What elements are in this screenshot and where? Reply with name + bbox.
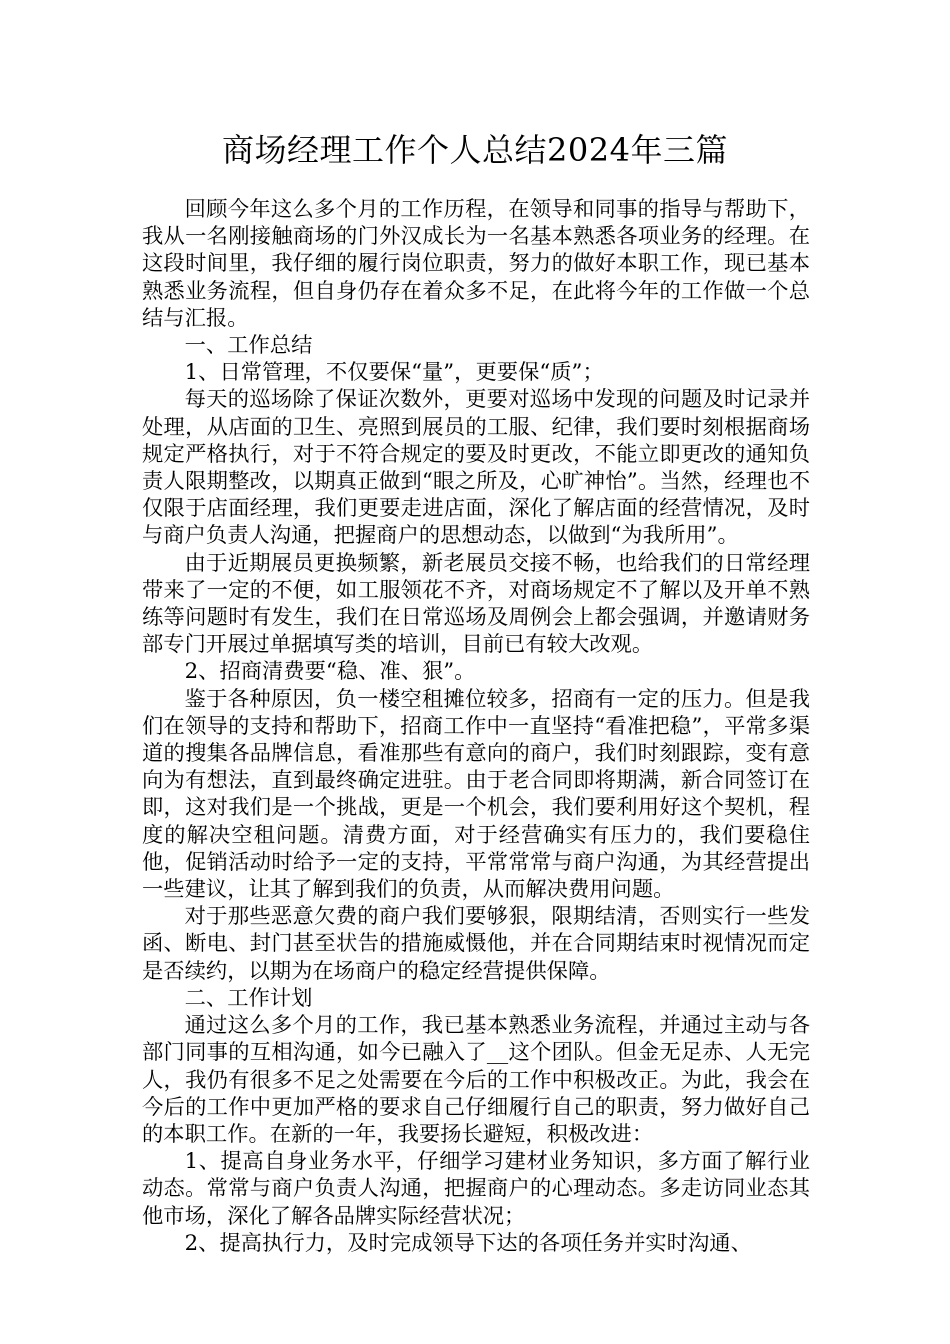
document-body <box>142 196 810 1257</box>
subheading-leasing-fees: 2、招商清费要“稳、准、狠”。 <box>184 659 476 685</box>
paragraph-plan-item-2: 2、提高执行力，及时完成领导下达的各项任务并实时沟通、 <box>184 1230 752 1256</box>
section-heading-plan: 二、工作计划 <box>184 985 313 1011</box>
subheading-daily-management: 1、日常管理，不仅要保“量”，更要保“质”； <box>184 360 604 386</box>
paragraph-leasing: 鉴于各种原因，负一楼空租摊位较多，招商有一定的压力。但是我们在领导的支持和帮助下，招商工作中一直坚持“看准把稳”，平常多渠道的搜集各品牌信息，看准那些有意向的商户，我们时刻跟踪，变有意向为有想法，直到最终确定进驻。由于老合同即将期满，新合同签订在即，这对我们是一个挑战，更是一个机会，我们要利用好这个契机，程度的解决空租问题。清费方面，对于经营确实有压力的，我们要稳住他，促销活动时给予一定的支持，平常常常与商户沟通，为其经营提出一些建议，让其了解到我们的负责，从而解决费用问题。 <box>142 686 810 903</box>
section-heading-summary: 一、工作总结 <box>184 333 313 359</box>
paragraph-intro: 回顾今年这么多个月的工作历程，在领导和同事的指导与帮助下，我从一名刚接触商场的门外汉成长为一名基本熟悉各项业务的经理。在这段时间里，我仔细的履行岗位职责，努力的做好本职工作，现已基本熟悉业务流程，但自身仍存在着众多不足，在此将今年的工作做一个总结与汇报。 <box>142 197 810 331</box>
paragraph-patrol: 每天的巡场除了保证次数外，更要对巡场中发现的问题及时记录并处理，从店面的卫生、亮照到展员的工服、纪律，我们要时刻根据商场规定严格执行，对于不符合规定的要及时更改，不能立即更改的通知负责人限期整改，以期真正做到“眼之所及，心旷神怡”。当然，经理也不仅限于店面经理，我们更要走进店面，深化了解店面的经营情况，及时与商户负责人沟通，把握商户的思想动态，以做到“为我所用”。 <box>142 387 810 549</box>
paragraph-arrears: 对于那些恶意欠费的商户我们要够狠，限期结清，否则实行一些发函、断电、封门甚至状告的措施威慑他，并在合同期结束时视情况而定是否续约，以期为在场商户的稳定经营提供保障。 <box>142 904 810 984</box>
document-title: 商场经理工作个人总结2024年三篇 <box>222 131 728 169</box>
paragraph-staff-change: 由于近期展员更换频繁，新老展员交接不畅，也给我们的日常经理带来了一定的不便，如工服领花不齐，对商场规定不了解以及开单不熟练等问题时有发生，我们在日常巡场及周例会上都会强调，并邀请财务部专门开展过单据填写类的培训，目前已有较大改观。 <box>142 550 810 658</box>
paragraph-plan-intro: 通过这么多个月的工作，我已基本熟悉业务流程，并通过主动与各部门同事的互相沟通，如今已融入了__这个团队。但金无足赤、人无完人，我仍有很多不足之处需要在今后的工作中积极改正。为此，我会在今后的工作中更加严格的要求自己仔细履行自己的职责，努力做好自己的本职工作。在新的一年，我要扬长避短，积极改进： <box>142 1013 810 1147</box>
paragraph-plan-item-1: 1、提高自身业务水平，仔细学习建材业务知识，多方面了解行业动态。常常与商户负责人沟通，把握商户的心理动态。多走访同业态其他市场，深化了解各品牌实际经营状况； <box>142 1149 810 1229</box>
